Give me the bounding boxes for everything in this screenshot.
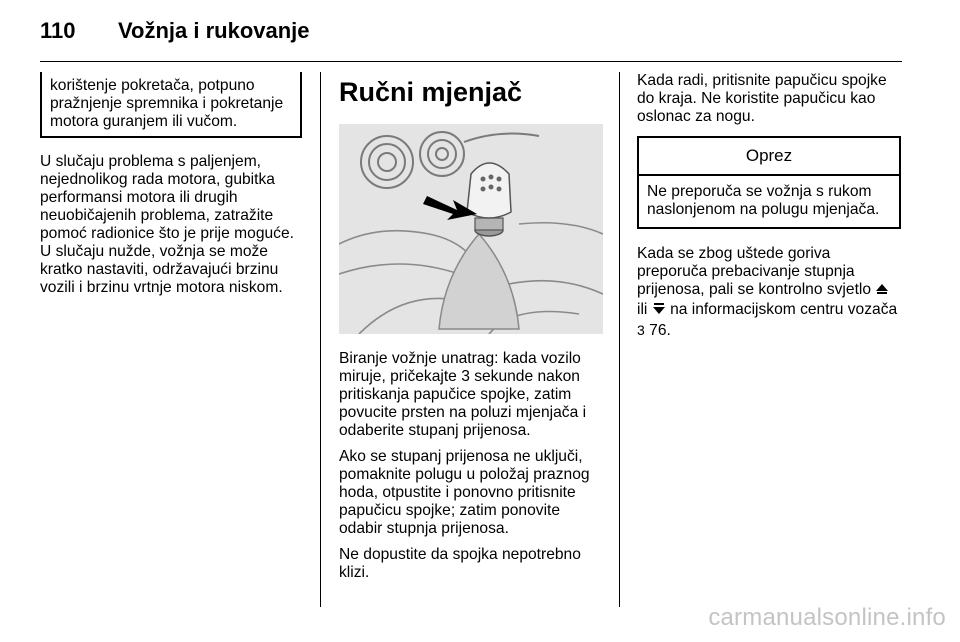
warning-box-text: korištenje pokretača, potpuno pražnjenje spremnika i pokretanje motora guranjem ili vučom. — [50, 77, 284, 130]
page-number: 110 — [40, 18, 76, 43]
header-rule — [40, 61, 902, 62]
column-divider-right — [619, 72, 620, 607]
column-middle — [339, 72, 603, 590]
paragraph-ignition-problems: U slučaju problema s paljenjem, nejednolikog rada motora, gubitka performansi motora ili drugih neuobičajenih problema, zatražite pomoć radionice što je prije moguće. U slučaju nužde, vožnja se može kratko nastaviti, održavajući brzinu vozili i brzinu vrtnje motora niskom. — [40, 153, 294, 296]
page-reference-link[interactable]: 76. — [649, 322, 671, 339]
shift-text-a: Kada se zbog uštede goriva preporuča prebacivanje stupnja prijenosa, pali se kontrolno svjetlo — [637, 245, 872, 298]
watermark: carmanualsonline.info — [708, 604, 946, 631]
section-title: Ručni mjenjač — [339, 77, 523, 107]
paragraph-clutch-pedal: Kada radi, pritisnite papučicu spojke do kraja. Ne koristite papučicu kao oslonac za nogu. — [637, 72, 887, 125]
paragraph-gear-not-engaged: Ako se stupanj prijenosa ne uključi, pomaknite polugu u položaj praznog hoda, otpustite i ponovno pritisnite papučicu spojke; zatim ponovite odabir stupnja prijenosa. — [339, 448, 590, 537]
paragraph-clutch-slip: Ne dopustite da spojka nepotrebno klizi. — [339, 546, 581, 581]
gear-lever-illustration — [339, 124, 603, 334]
column-divider-left — [320, 72, 321, 607]
column-left — [40, 72, 302, 305]
paragraph-gear-shift-indicator — [637, 245, 901, 340]
warning-box-continued — [40, 72, 302, 138]
column-right — [637, 72, 901, 348]
caution-text: Ne preporuča se vožnja s rukom naslonjenom na polugu mjenjača. — [647, 183, 880, 218]
shift-down-icon — [652, 302, 666, 321]
page-header — [40, 18, 310, 44]
shift-up-icon — [875, 282, 889, 301]
shift-text-b: na informacijskom centru vozača — [670, 301, 898, 318]
page-reference-icon: 3 — [637, 322, 645, 338]
shift-text-or: ili — [637, 301, 648, 318]
paragraph-reverse-gear: Biranje vožnje unatrag: kada vozilo miruje, pričekajte 3 sekunde nakon pritiskanja papučice spojke, zatim povucite prsten na poluzi mjenjača i odaberite stupanj prijenosa. — [339, 350, 587, 439]
caution-box — [637, 136, 901, 229]
caution-title: Oprez — [639, 138, 899, 176]
chapter-title: Vožnja i rukovanje — [118, 18, 310, 43]
